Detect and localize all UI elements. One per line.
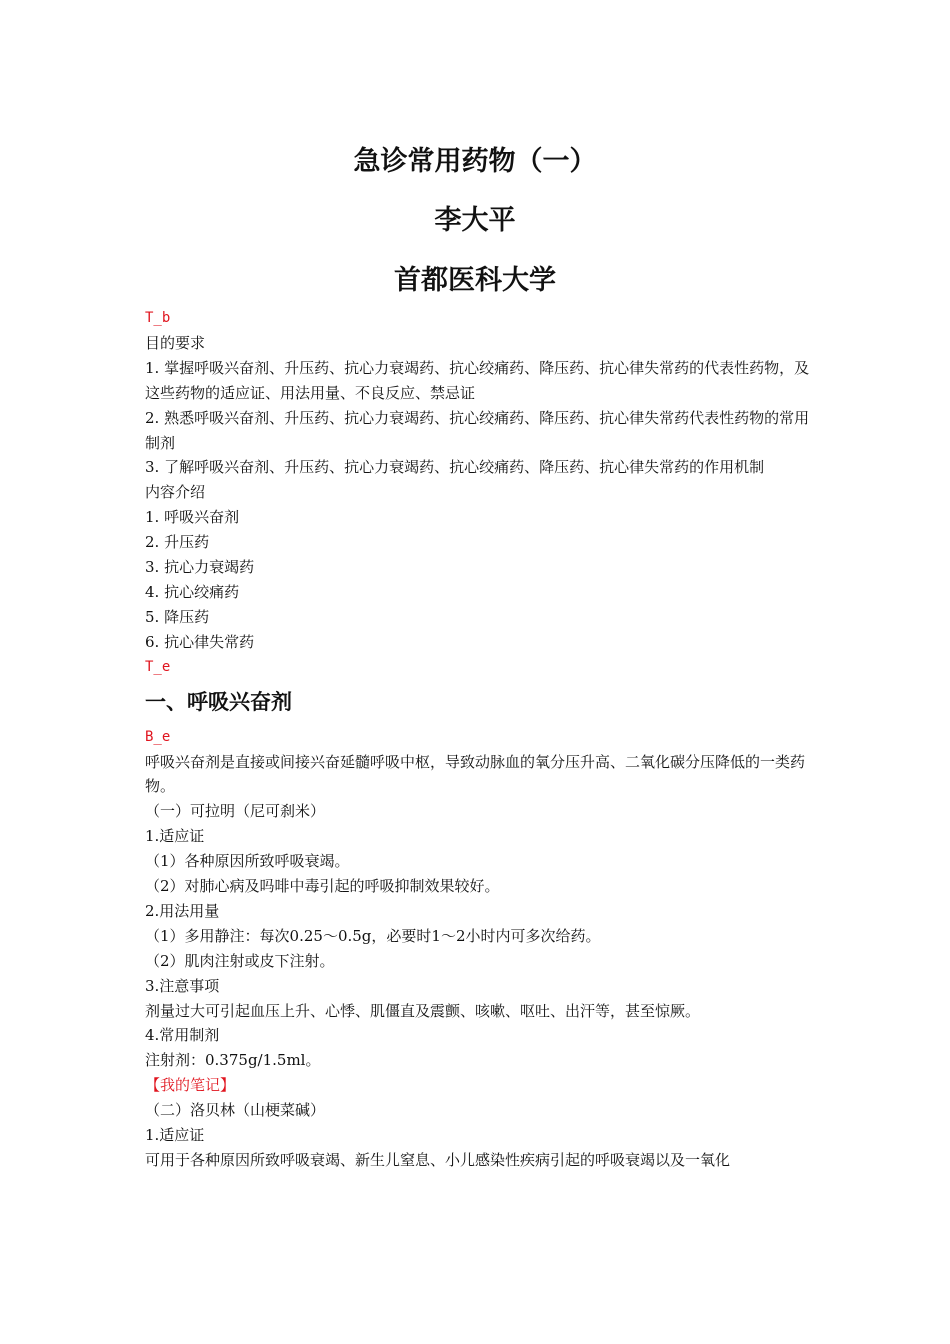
subheading-dosage: 2.用法用量 [145, 901, 220, 920]
subheading-cautions: 3.注意事项 [145, 976, 220, 995]
marker-te: T_e [145, 658, 171, 675]
indication-item: （2）对肺心病及吗啡中毒引起的呼吸抑制效果较好。 [145, 877, 500, 896]
objective-item: 2. 熟悉呼吸兴奋剂、升压药、抗心力衰竭药、抗心绞痛药、降压药、抗心律失常药代表性药物的常用制剂 [145, 408, 810, 452]
section-heading: 一、呼吸兴奋剂 [145, 689, 292, 714]
section-definition: 呼吸兴奋剂是直接或间接兴奋延髓呼吸中枢，导致动脉血的氧分压升高、二氧化碳分压降低的一类药物。 [145, 752, 806, 796]
drug-name: （二）洛贝林（山梗菜碱） [145, 1101, 326, 1120]
objective-item: 3. 了解呼吸兴奋剂、升压药、抗心力衰竭药、抗心绞痛药、降压药、抗心律失常药的作用机制 [145, 458, 765, 477]
dosage-item: （2）肌肉注射或皮下注射。 [145, 951, 335, 970]
cautions-text: 剂量过大可引起血压上升、心悸、肌僵直及震颤、咳嗽、呕吐、出汗等，甚至惊厥。 [145, 1001, 701, 1020]
subheading-preparations: 4.常用制剂 [145, 1026, 220, 1045]
marker-be: B_e [145, 728, 171, 745]
dosage-item: （1）多用静注：每次0.25～0.5g，必要时1～2小时内可多次给药。 [145, 926, 601, 945]
objectives-heading: 目的要求 [145, 333, 206, 352]
document-body [145, 306, 810, 1173]
contents-item: 1. 呼吸兴奋剂 [145, 508, 240, 527]
subheading-indications: 1.适应证 [145, 1126, 205, 1145]
document-title: 急诊常用药物（一） [353, 146, 597, 177]
contents-item: 3. 抗心力衰竭药 [145, 558, 255, 577]
contents-item: 6. 抗心律失常药 [145, 632, 255, 651]
indication-text: 可用于各种原因所致呼吸衰竭、新生儿窒息、小儿感染性疾病引起的呼吸衰竭以及一氧化 [145, 1151, 731, 1169]
marker-tb: T_b [145, 310, 171, 326]
contents-item: 4. 抗心绞痛药 [145, 582, 240, 601]
objective-item: 1. 掌握呼吸兴奋剂、升压药、抗心力衰竭药、抗心绞痛药、降压药、抗心律失常药的代表性药物，及这些药物的适应证、用法用量、不良反应、禁忌证 [145, 358, 810, 402]
contents-item: 5. 降压药 [145, 607, 210, 626]
contents-item: 2. 升压药 [145, 533, 210, 552]
preparations-text: 注射剂：0.375g/1.5ml。 [145, 1051, 321, 1070]
indication-item: （1）各种原因所致呼吸衰竭。 [145, 852, 350, 871]
my-notes-label: 【我的笔记】 [145, 1076, 236, 1095]
institution-name: 首都医科大学 [394, 265, 556, 296]
author-name: 李大平 [434, 205, 516, 236]
contents-heading: 内容介绍 [145, 483, 206, 502]
subheading-indications: 1.适应证 [145, 827, 205, 846]
drug-name: （一）可拉明（尼可刹米） [145, 802, 326, 821]
